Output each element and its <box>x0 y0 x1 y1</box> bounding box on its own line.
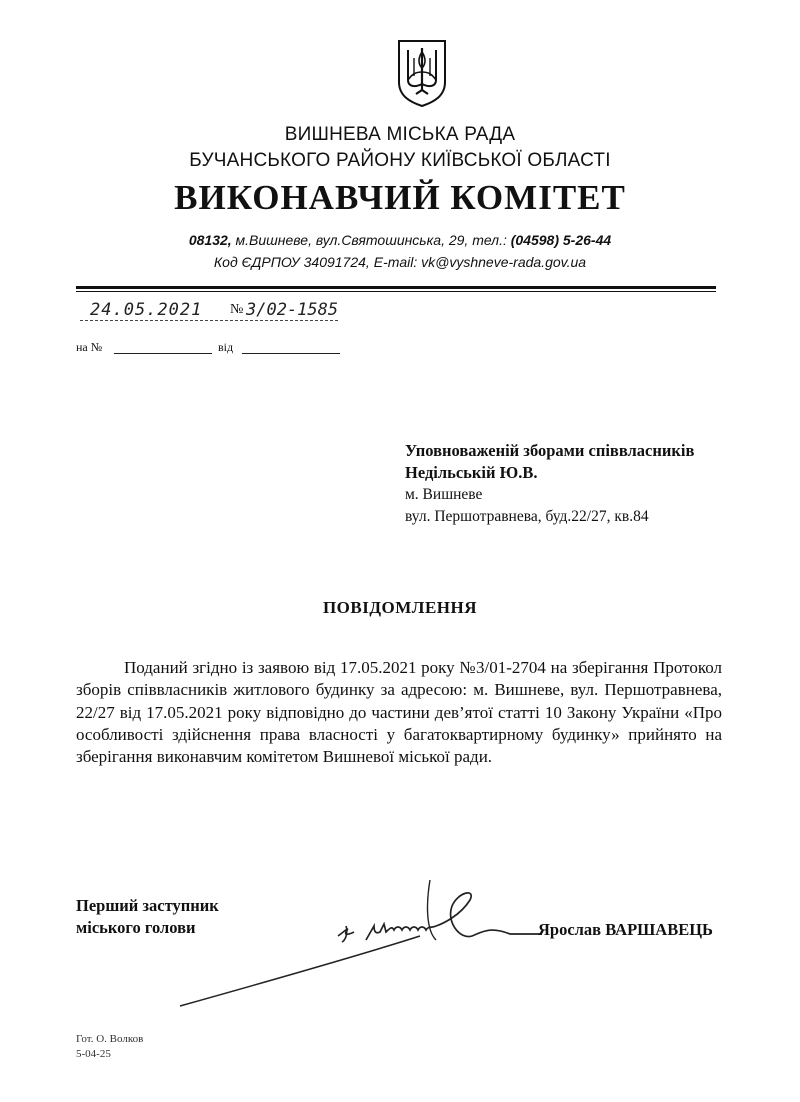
prepared-by-name: Гот. О. Волков <box>76 1033 144 1045</box>
phone-number: (04598) 5-26-44 <box>510 232 612 248</box>
committee-title: ВИКОНАВЧИЙ КОМІТЕТ <box>174 178 626 217</box>
outgoing-date: 24.05.2021 <box>90 300 203 320</box>
outgoing-underline <box>80 320 338 321</box>
outgoing-reference <box>76 298 346 328</box>
address-line <box>0 232 800 248</box>
recipient-block <box>405 440 785 528</box>
incoming-number-blank <box>114 353 212 354</box>
header-divider-thick <box>76 286 716 289</box>
signer-position-line2: міського голови <box>76 918 196 937</box>
postal-code: 08132, <box>188 232 232 248</box>
number-sign: № <box>230 302 244 317</box>
recipient-role: Уповноваженій зборами співвласників <box>405 441 695 460</box>
prepared-by-phone: 5-04-25 <box>76 1048 111 1060</box>
signer-name: Ярослав ВАРШАВЕЦЬ <box>538 920 713 939</box>
recipient-street: вул. Першотравнева, буд.22/27, кв.84 <box>405 508 649 525</box>
notice-body: Поданий згідно із заявою від 17.05.2021 року №3/01-2704 на зберігання Протокол зборів співвласників житлового будинку за адресою: м. Вишневе, вул. Першотравнева, 22/27 від 17.05.2021 року відповідно до частини дев’ятої статті 10 Закону України «Про особливості здійснення права власності у багатоквартирному будинку» прийнято на зберігання виконавчим комітетом Вишневої міської ради. <box>76 658 722 767</box>
council-name: ВИШНЕВА МІСЬКА РАДА <box>284 124 516 145</box>
incoming-reference <box>76 340 356 358</box>
document-title: ПОВІДОМЛЕННЯ <box>322 598 478 617</box>
prepared-by-block <box>76 1032 143 1062</box>
incoming-date-blank <box>242 353 340 354</box>
handwritten-signature <box>160 870 550 1020</box>
recipient-city: м. Вишневе <box>405 486 483 503</box>
district-name: БУЧАНСЬКОГО РАЙОНУ КИЇВСЬКОЇ ОБЛАСТІ <box>189 150 611 171</box>
street-address: м.Вишневе, вул.Святошинська, 29, тел.: <box>231 232 511 248</box>
signer-position-line1: Перший заступник <box>76 896 219 915</box>
registry-code-email: Код ЄДРПОУ 34091724, E-mail: vk@vyshneve-rada.gov.ua <box>213 254 587 270</box>
recipient-name: Недільській Ю.В. <box>405 463 538 482</box>
outgoing-number: 3/02-1585 <box>246 300 339 320</box>
header-divider-thin <box>76 291 716 292</box>
incoming-date-label: від <box>218 340 234 354</box>
trident-coat-of-arms-icon <box>396 38 448 108</box>
incoming-number-label: на № <box>76 340 103 354</box>
